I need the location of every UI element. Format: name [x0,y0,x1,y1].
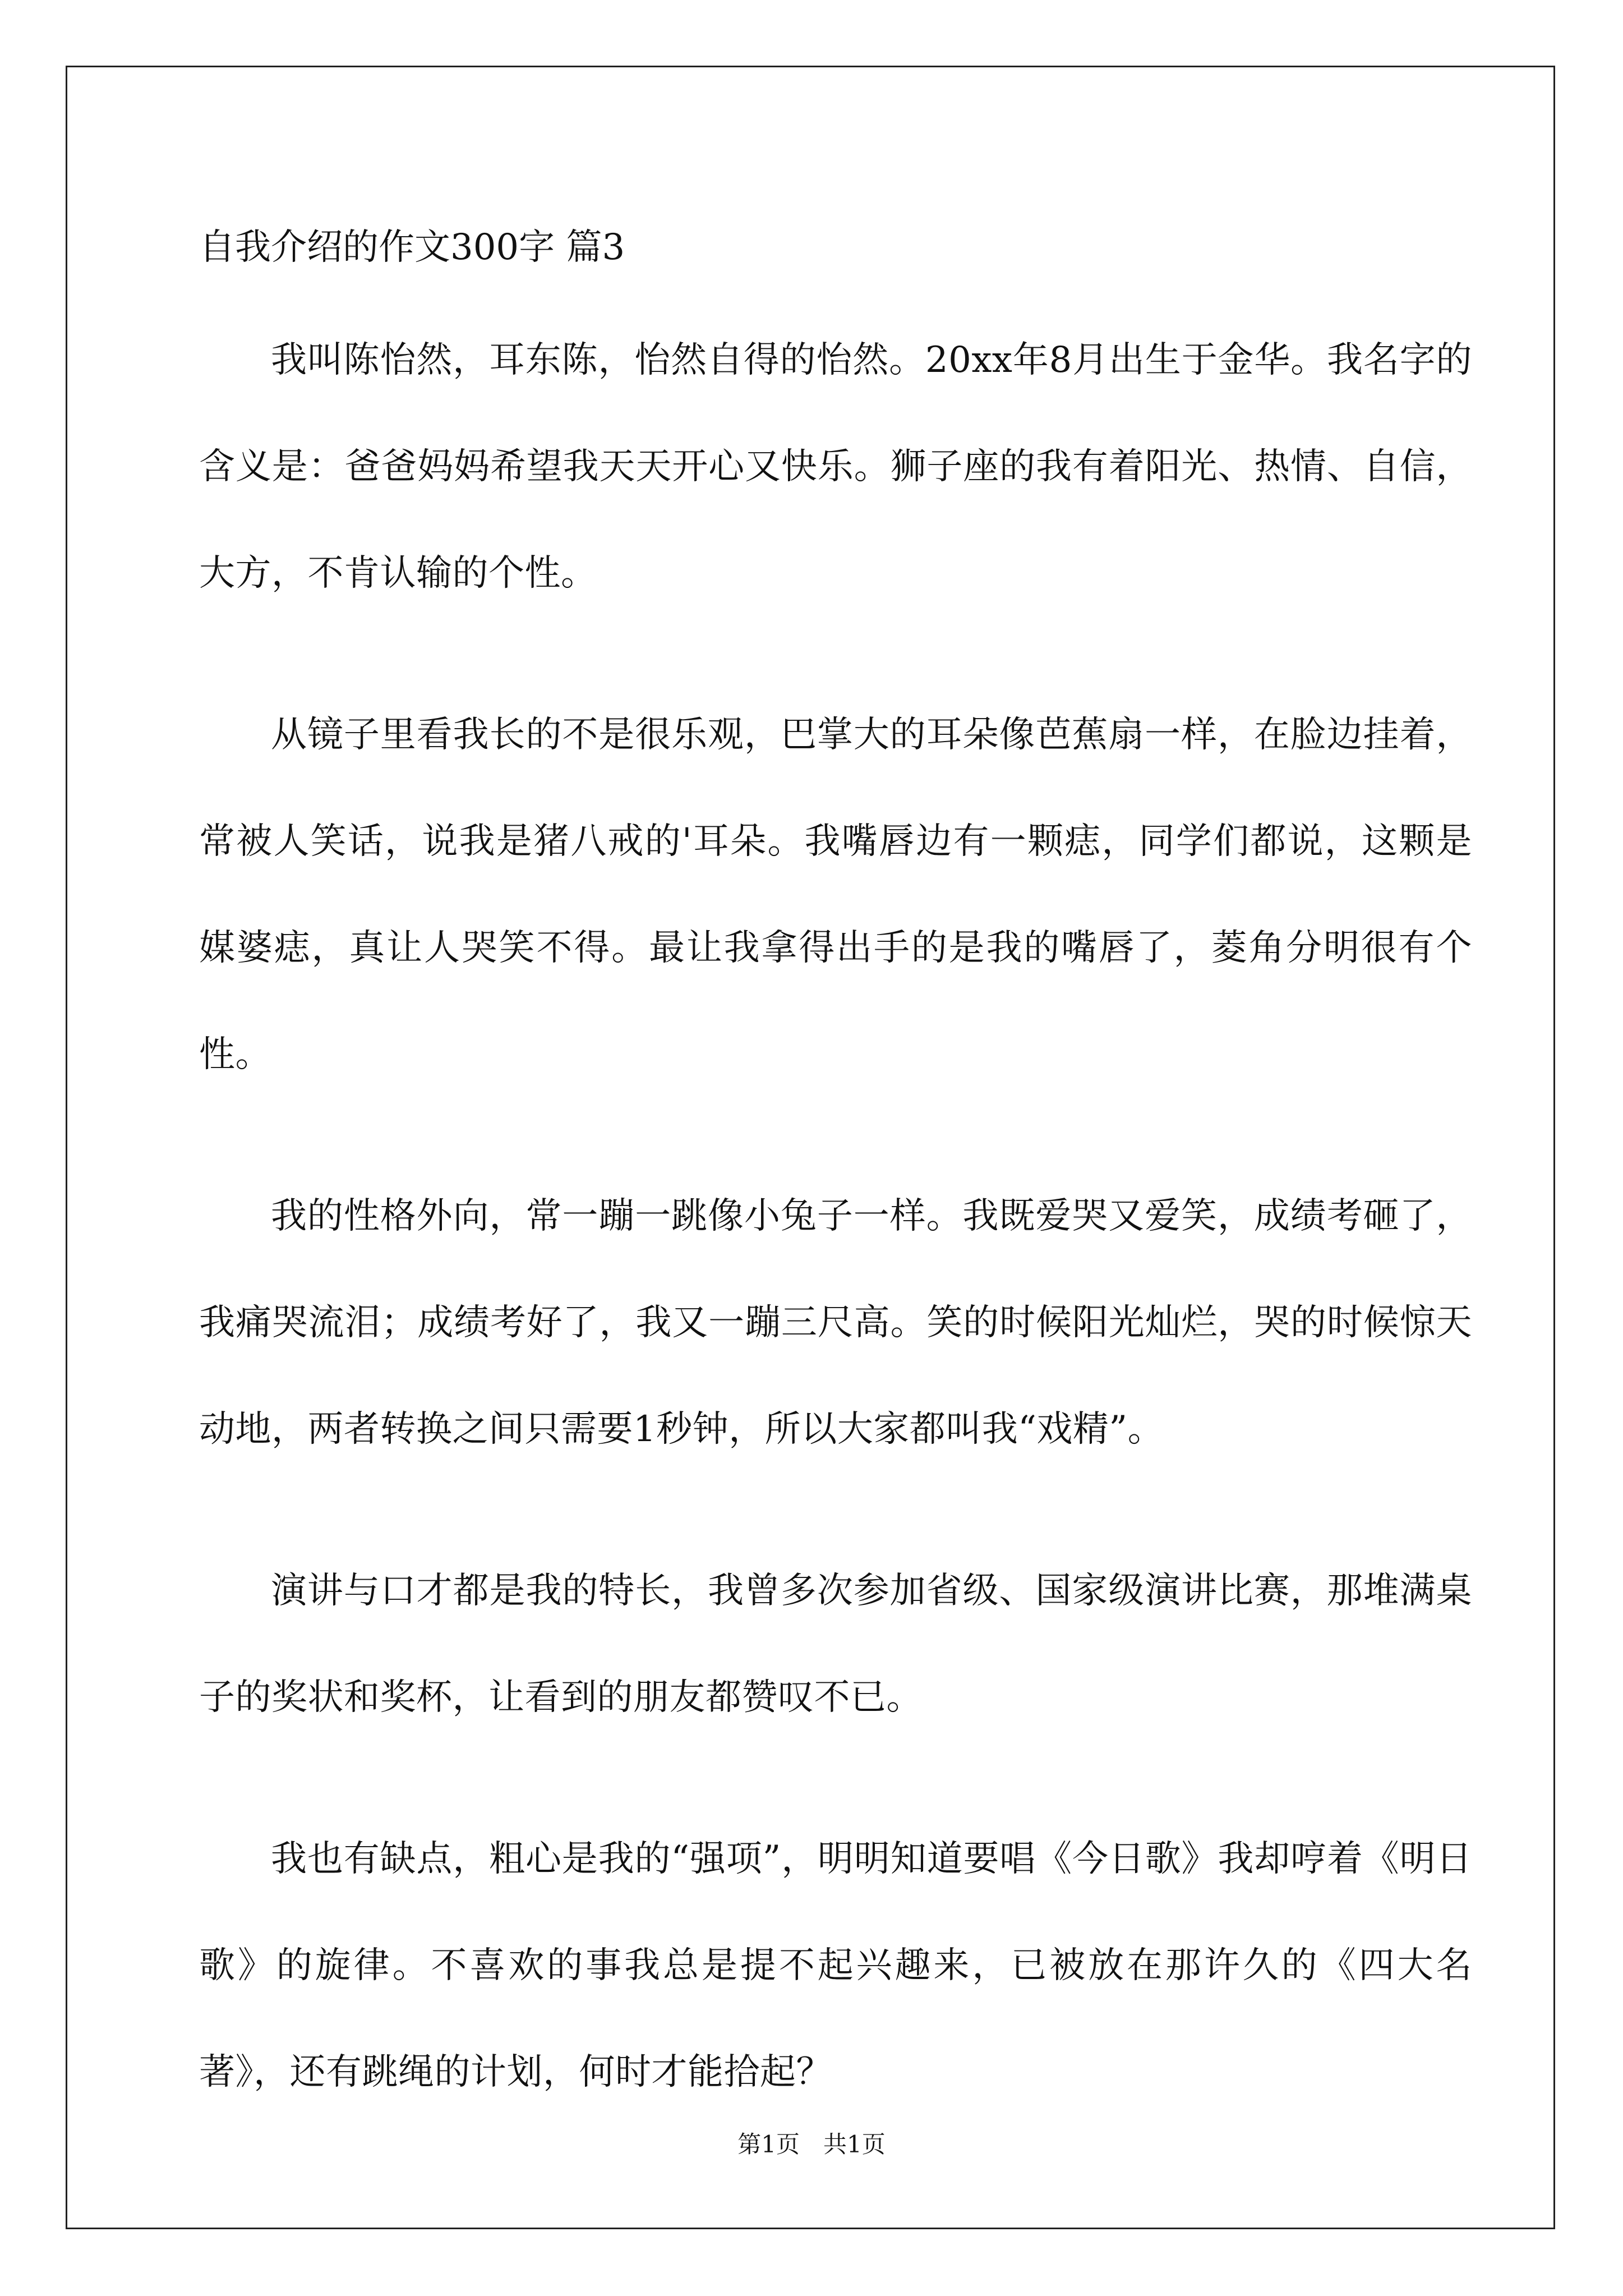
page-footer: 第1页 共1页 [737,2131,886,2158]
document-body [199,222,1472,2125]
document-title: 自我介绍的作文300字 篇3 [199,227,625,268]
paragraph-2: 从镜子里看我长的不是很乐观，巴掌大的耳朵像芭蕉扇一样，在脸边挂着，常被人笑话，说我是猪八戒的'耳朵。我嘴唇边有一颗痣，同学们都说，这颗是媒婆痣，真让人哭笑不得。最让我拿得出手的是我的嘴唇了，菱角分明很有个性。 [199,714,1472,1075]
paragraph-4: 演讲与口才都是我的特长，我曾多次参加省级、国家级演讲比赛，那堆满桌子的奖状和奖杯，让看到的朋友都赞叹不已。 [199,1570,1472,1718]
paragraph-5: 我也有缺点，粗心是我的“强项”，明明知道要唱《今日歌》我却哼着《明日歌》的旋律。不喜欢的事我总是提不起兴趣来，已被放在那许久的《四大名著》，还有跳绳的计划，何时才能拾起？ [199,1838,1472,2093]
paragraph-3: 我的性格外向，常一蹦一跳像小兔子一样。我既爱哭又爱笑，成绩考砸了，我痛哭流泪；成绩考好了，我又一蹦三尺高。笑的时候阳光灿烂，哭的时候惊天动地，两者转换之间只需要1秒钟，所以大家都叫我“戏精”。 [199,1195,1472,1450]
paragraph-1: 我叫陈怡然，耳东陈，怡然自得的怡然。20xx年8月出生于金华。我名字的含义是：爸爸妈妈希望我天天开心又快乐。狮子座的我有着阳光、热情、自信，大方，不肯认输的个性。 [199,339,1472,594]
